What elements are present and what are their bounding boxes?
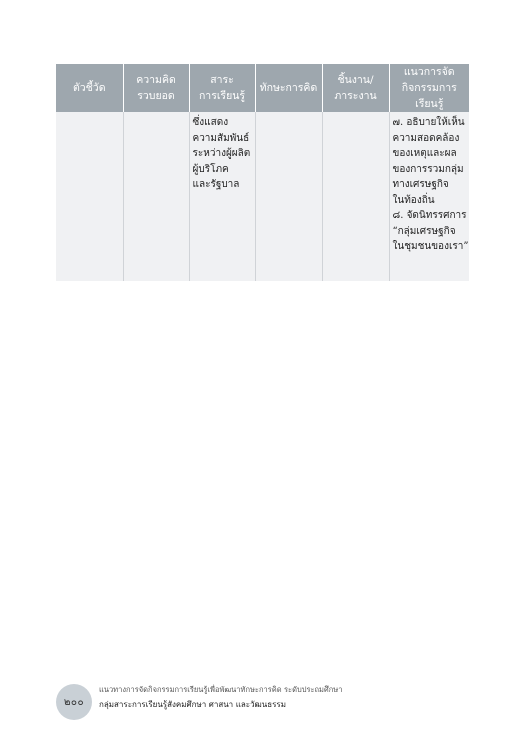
header-label-line: การเรียนรู้ [198, 90, 246, 102]
header-content [189, 64, 255, 112]
content-line: และรัฐบาล [192, 179, 240, 190]
cell-indicator [56, 112, 123, 281]
header-label: ตัวชี้วัด [72, 82, 106, 94]
activity-line: ทางเศรษฐกิจ [392, 179, 449, 190]
table-row [56, 112, 469, 281]
page-number-badge [56, 684, 92, 720]
header-label-line: สาระ [210, 74, 234, 86]
header-label-line: ความคิด [136, 74, 176, 86]
header-concept [123, 64, 189, 112]
footer-book-title: แนวทางการจัดกิจกรรมการเรียนรู้เพื่อพัฒนาทักษะการคิด ระดับประถมศึกษา [99, 685, 343, 694]
activity-line: ในชุมชนของเรา” [392, 241, 469, 252]
cell-content [189, 112, 255, 281]
activity-line: ๗. อธิบายให้เห็น [392, 117, 465, 128]
header-label-line: แนวการจัด [403, 66, 455, 78]
header-label-line: ภาระงาน [334, 90, 377, 102]
header-label-line: ชิ้นงาน/ [337, 74, 374, 86]
activity-line: ความสอดคล้อง [392, 132, 460, 144]
activity-line: “กลุ่มเศรษฐกิจ [392, 225, 456, 237]
cell-activity [389, 112, 469, 281]
header-indicator [56, 64, 123, 112]
content-line: ผู้บริโภค [192, 163, 229, 175]
header-label: ทักษะการคิด [259, 82, 318, 94]
header-activity [389, 64, 469, 112]
table-header-row [56, 64, 469, 112]
footer-subject-title: กลุ่มสาระการเรียนรู้สังคมศึกษา ศาสนา และวัฒนธรรม [99, 700, 286, 709]
activity-line: ของเหตุและผล [392, 148, 457, 159]
curriculum-table [56, 64, 469, 281]
header-task [322, 64, 389, 112]
activity-line: ในท้องถิ่น [392, 194, 435, 206]
cell-concept [123, 112, 189, 281]
activity-line: ๘. จัดนิทรรศการ [392, 210, 467, 221]
header-label-line: รวบยอด [137, 90, 175, 102]
cell-thinking-skill [255, 112, 322, 281]
activity-line: ของการรวมกลุ่ม [392, 163, 464, 175]
header-label-line: กิจกรรมการเรียนรู้ [401, 82, 457, 110]
content-line: ระหว่างผู้ผลิต [192, 148, 251, 159]
header-thinking-skill [255, 64, 322, 112]
content-line: ซึ่งแสดง [192, 117, 229, 128]
content-line: ความสัมพันธ์ [192, 132, 250, 144]
cell-task [322, 112, 389, 281]
page-number: ๒๐๐ [63, 696, 85, 708]
